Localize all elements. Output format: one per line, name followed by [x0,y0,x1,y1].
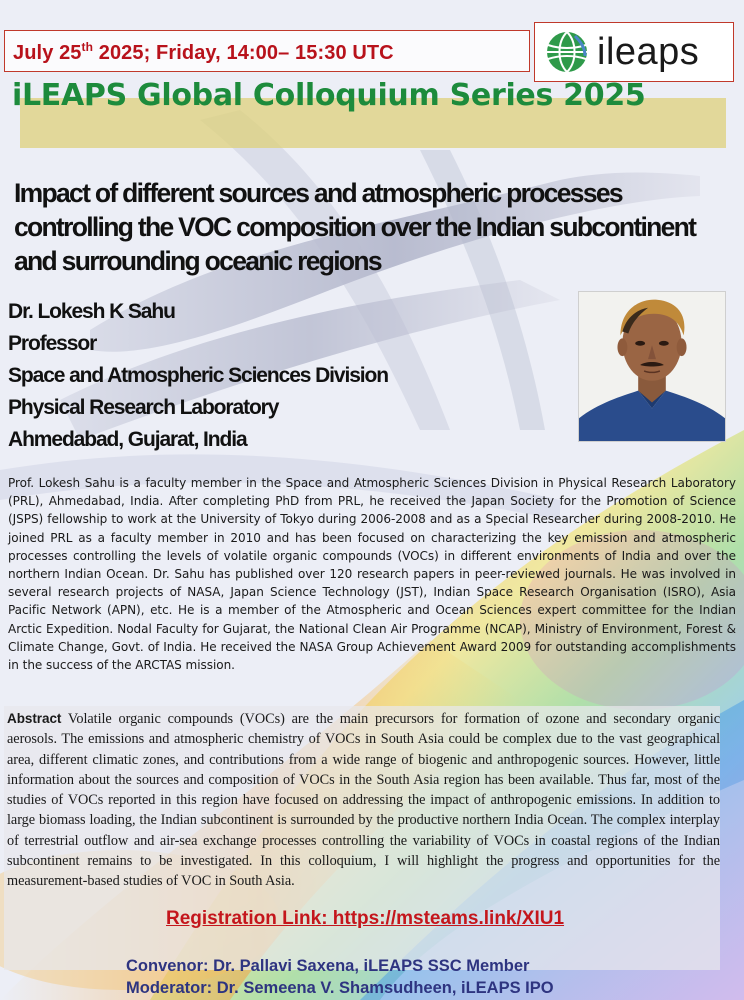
speaker-position: Professor [8,332,97,355]
registration-label[interactable]: Registration Link [166,908,322,929]
speaker-lab: Physical Research Laboratory [8,396,279,419]
speaker-bio: Prof. Lokesh Sahu is a faculty member in the Space and Atmospheric Sciences Division in Physical Research Laboratory (PRL), Ahmedabad, India. After completing PhD from PRL, he received the Japan Society for the Promotion of Science (JSPS) fellowship to work at the University of Tokyo during 2006-2008 and as a Special Researcher during 2008-2010. He joined PRL as a faculty member in 2010 and has been focused on characterizing the key emission and atmospheric processes controlling the levels of volatile organic compounds (VOCs) in different environments of India and over the northern Indian Ocean. Dr. Sahu has published over 120 research papers in peer-reviewed journals. He was involved in several research projects of NASA, Japan Science Technology (JST), Indian Space Research Organisation (ISRO), Asia Pacific Network (APN), etc. He is a member of the Atmospheric and Ocean Sciences expert committee for the Indian Arctic Expedition. Nodal Faculty for Gujarat, the National Clean Air Programme (NCAP), Ministry of Environment, Forest & Climate Change, Govt. of India. He received the NASA Group Achievement Award 2009 for outstanding accomplishments in the success of the ARCTAS mission. [8,476,736,673]
speaker-location: Ahmedabad, Gujarat, India [8,428,247,451]
speaker-name: Dr. Lokesh K Sahu [8,300,175,323]
speaker-division: Space and Atmospheric Sciences Division [8,364,388,387]
series-title: iLEAPS Global Colloquium Series 2025 [12,78,646,113]
talk-title [14,176,738,278]
speaker-photo [578,291,726,442]
date-rest: 2025; Friday, 14:00– 15:30 UTC [93,42,394,64]
registration-link[interactable] [166,908,564,930]
date-banner [4,30,530,72]
event-date-time [13,40,529,65]
talk-title-line-2: controlling the VOC composition over the Indian subcontinent [14,212,696,242]
abstract [7,709,720,892]
date-day: July 25 [13,42,82,64]
abstract-text: Volatile organic compounds (VOCs) are the main precursors for formation of ozone and secondary organic aerosols. The emissions and atmospheric chemistry of VOCs in South Asia could be complex due to the vast geographical area, different climatic zones, and contributions from a wide range of biogenic and anthropogenic sources. However, little information about the sources and composition of VOCs in the South Asia region has been available. Thus far, most of the studies of VOCs reported in this region have focused on addressing the impact of anthropogenic emissions. In addition to large biomass loading, the Indian subcontinent is surrounded by the productive northern India Ocean. The complex interplay of terrestrial outflow and air-sea exchange processes controlling the variability of VOCs in coastal regions of the Indian subcontinent remains to be investigated. In this colloquium, I will highlight the progress and opportunities for the measurement-based studies of VOC in South Asia. [7,711,720,890]
abstract-label: Abstract [7,711,62,726]
globe-icon [545,30,589,74]
ileaps-logo [534,22,734,82]
moderator: Moderator: Dr. Semeena V. Shamsudheen, iLEAPS IPO [126,979,554,997]
talk-title-line-1: Impact of different sources and atmospheric processes [14,178,622,208]
talk-title-line-3: and surrounding oceanic regions [14,246,381,276]
logo-text: ileaps [597,31,700,73]
speaker-info [8,296,388,456]
date-suffix: th [81,40,94,54]
convenor: Convenor: Dr. Pallavi Saxena, iLEAPS SSC Member [126,957,530,975]
registration-url[interactable]: : https://msteams.link/XIU1 [321,908,565,929]
